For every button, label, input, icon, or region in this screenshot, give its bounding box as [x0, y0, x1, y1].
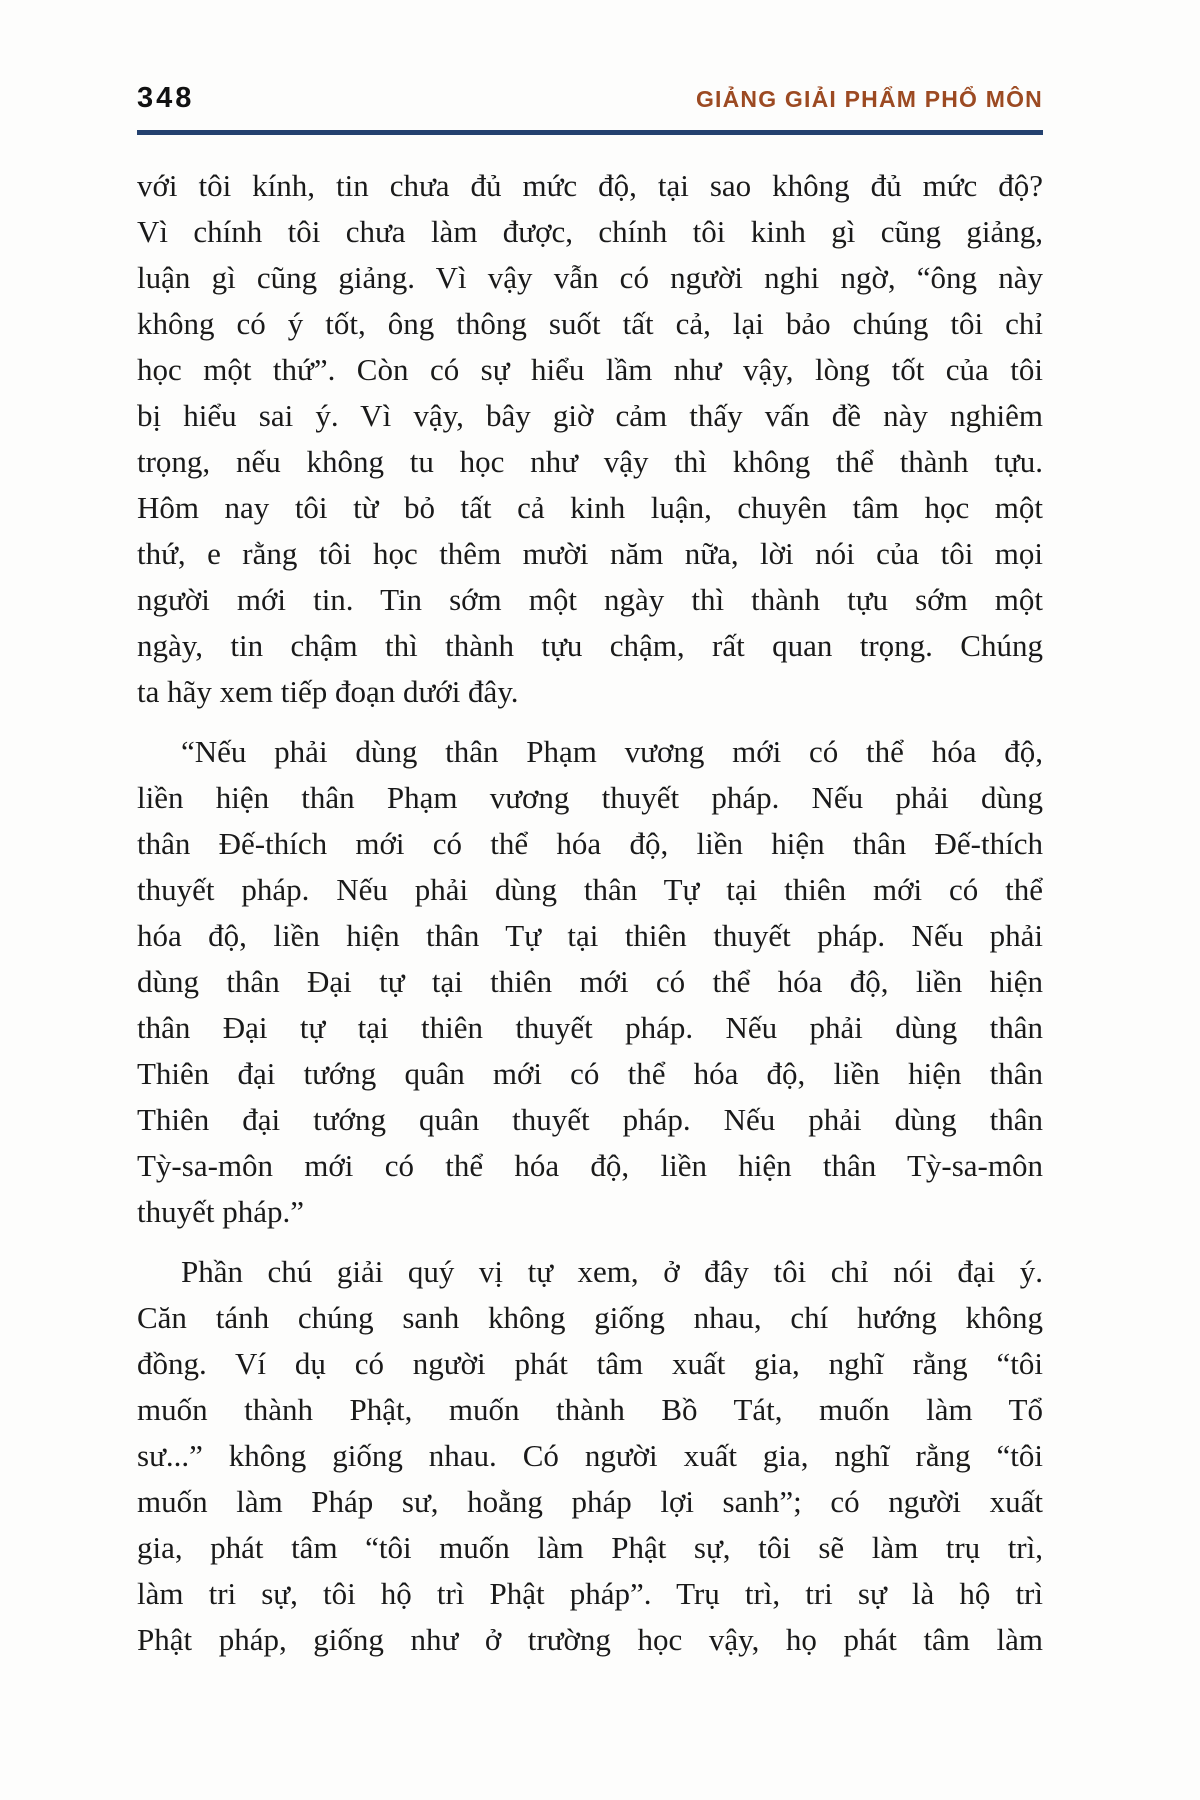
- text-line: Phật pháp, giống như ở trường học vậy, họ phát tâm làm: [137, 1622, 1043, 1657]
- text-line: muốn thành Phật, muốn thành Bồ Tát, muốn làm Tổ: [137, 1392, 1043, 1427]
- text-line: thứ, e rằng tôi học thêm mười năm nữa, lời nói của tôi mọi: [137, 536, 1043, 571]
- text-line: Thiên đại tướng quân thuyết pháp. Nếu phải dùng thân: [137, 1102, 1043, 1137]
- text-line: với tôi kính, tin chưa đủ mức độ, tại sao không đủ mức độ?: [137, 168, 1043, 203]
- page-header: [137, 82, 1043, 115]
- text-line: bị hiểu sai ý. Vì vậy, bây giờ cảm thấy vấn đề này nghiêm: [137, 398, 1043, 433]
- text-line: thân Đế-thích mới có thể hóa độ, liền hiện thân Đế-thích: [137, 826, 1043, 861]
- text-line: Phần chú giải quý vị tự xem, ở đây tôi chỉ nói đại ý.: [181, 1254, 1043, 1289]
- text-line: Thiên đại tướng quân mới có thể hóa độ, liền hiện thân: [137, 1056, 1043, 1091]
- text-line: “Nếu phải dùng thân Phạm vương mới có thể hóa độ,: [181, 734, 1043, 769]
- text-line: Vì chính tôi chưa làm được, chính tôi kinh gì cũng giảng,: [137, 214, 1043, 249]
- paragraph: [137, 1249, 1043, 1663]
- text-line: muốn làm Pháp sư, hoằng pháp lợi sanh”; có người xuất: [137, 1484, 1043, 1519]
- text-line: trọng, nếu không tu học như vậy thì không thể thành tựu.: [137, 444, 1043, 479]
- running-title: GIẢNG GIẢI PHẨM PHỔ MÔN: [695, 86, 1043, 112]
- text-line: thuyết pháp. Nếu phải dùng thân Tự tại thiên mới có thể: [137, 872, 1043, 907]
- text-line: gia, phát tâm “tôi muốn làm Phật sự, tôi sẽ làm trụ trì,: [137, 1530, 1043, 1565]
- text-line: hóa độ, liền hiện thân Tự tại thiên thuyết pháp. Nếu phải: [137, 918, 1043, 953]
- text-line: học một thứ”. Còn có sự hiểu lầm như vậy, lòng tốt của tôi: [137, 352, 1043, 387]
- header-rule: [137, 130, 1043, 135]
- page-number: 348: [137, 82, 195, 114]
- text-line: Tỳ-sa-môn mới có thể hóa độ, liền hiện thân Tỳ-sa-môn: [137, 1148, 1043, 1183]
- text-line: người mới tin. Tin sớm một ngày thì thành tựu sớm một: [137, 582, 1043, 617]
- text-line: thuyết pháp.”: [137, 1194, 305, 1229]
- text-line: thân Đại tự tại thiên thuyết pháp. Nếu phải dùng thân: [137, 1010, 1043, 1045]
- text-line: dùng thân Đại tự tại thiên mới có thể hóa độ, liền hiện: [137, 964, 1043, 999]
- quote-paragraph: [137, 729, 1043, 1235]
- paragraph: [137, 163, 1043, 715]
- text-line: đồng. Ví dụ có người phát tâm xuất gia, nghĩ rằng “tôi: [137, 1346, 1043, 1381]
- text-line: ta hãy xem tiếp đoạn dưới đây.: [137, 674, 519, 709]
- text-line: ngày, tin chậm thì thành tựu chậm, rất quan trọng. Chúng: [137, 628, 1043, 663]
- text-line: Căn tánh chúng sanh không giống nhau, chí hướng không: [137, 1300, 1043, 1335]
- text-line: Hôm nay tôi từ bỏ tất cả kinh luận, chuyên tâm học một: [137, 490, 1043, 525]
- text-line: không có ý tốt, ông thông suốt tất cả, lại bảo chúng tôi chỉ: [137, 306, 1043, 341]
- text-line: sư...” không giống nhau. Có người xuất gia, nghĩ rằng “tôi: [137, 1438, 1043, 1473]
- text-line: làm tri sự, tôi hộ trì Phật pháp”. Trụ trì, tri sự là hộ trì: [137, 1576, 1043, 1611]
- body-text: [137, 163, 1043, 1677]
- text-line: liền hiện thân Phạm vương thuyết pháp. Nếu phải dùng: [137, 780, 1043, 815]
- text-line: luận gì cũng giảng. Vì vậy vẫn có người nghi ngờ, “ông này: [137, 260, 1043, 295]
